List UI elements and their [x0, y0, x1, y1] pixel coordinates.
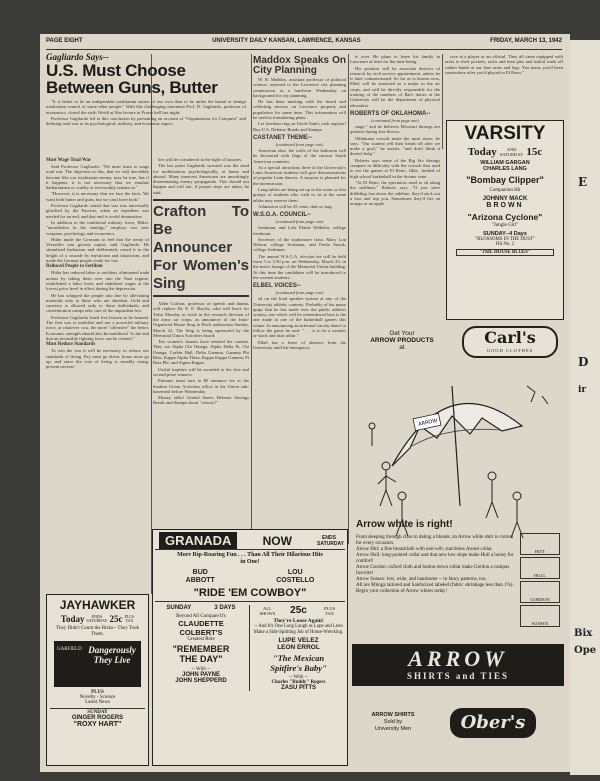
star: LUPE VELEZ	[278, 637, 319, 644]
subhead: Reduced People to Serfdom	[46, 264, 103, 270]
poster-star: GARFIELD	[57, 647, 82, 652]
headline: U.S. Must Choose Between Guns, Butter	[46, 61, 218, 97]
paragraph: "It is better to be an independent totalitarian nation of our own than to be under the brutal or benign totalitarian control of some other people." With this challenging statement Prof. D. Gagliardo, professor of economics, closed the sixth World at War lecture in Fraser hall last night.	[46, 99, 246, 115]
now-label: NOW	[262, 533, 292, 548]
obers-ad	[358, 702, 558, 752]
edge-text: Bix	[574, 628, 593, 639]
sunday-label: SUNDAY	[166, 605, 192, 611]
arrow-logo: ARROW	[408, 646, 508, 671]
star: JOHN PAYNE	[181, 672, 220, 678]
serial-title: "Jungle Girl"	[491, 223, 519, 228]
ad-text: All are Mitoga tailored and Sanforized labeled (fabric shrinkage less than 1%). Begin your collection of Arrow whites today!	[356, 583, 514, 594]
poster-title: Dangerously They Live	[88, 645, 136, 665]
jayhawker-title: JAYHAWKER	[59, 598, 136, 612]
film-title: "RIDE 'EM COWBOY"	[155, 587, 345, 602]
paragraph: Oklahoma crowds make the most noise, he says. "Our student yell their heads off after we make a goal," he asserts, "and don't think it doesn't help."	[350, 135, 440, 157]
paragraph: Admission will be 25 cents, date or stag.	[258, 203, 333, 209]
granada-title: GRANADA	[159, 532, 237, 549]
star: CHARLES LANG	[483, 166, 527, 172]
days-label: 3 DAYS	[214, 605, 236, 611]
ad-text: Sold by	[383, 719, 403, 725]
price: 25c	[290, 605, 307, 616]
shorts-label: Novelty - Science	[79, 695, 116, 700]
ad-text: ARROW PRODUCTS	[370, 337, 434, 344]
paragraph: Roberts says some of the Big Six throngs compare in difficulty with the crowds that used to see the games at El Reno, Okla., hotbed of high school basketball in the Sooner state.	[350, 157, 440, 179]
edge-text: ir	[578, 385, 587, 395]
film-title: Spitfire's Baby"	[270, 663, 327, 673]
arrow-white-ad	[352, 519, 564, 699]
edge-text: D	[578, 355, 589, 369]
paragraph: Hitler has reduced labor to serfdom, eliminated trade unions by taking them over into the Nazi regime, established a labor front, and stabilized wages at the lowest price level in effect during the depression.	[46, 270, 149, 292]
tax-label: TAX	[125, 618, 134, 623]
companion-label: Companion Hit	[489, 188, 521, 193]
paragraph: Let freedom ring on Uncle Sam's cash register! Buy U.S. Defense Bonds and Stamps.	[253, 121, 346, 132]
star: COSTELLO	[276, 577, 315, 584]
umbrella-illustration	[352, 356, 564, 544]
sunday-label: SUNDAY--4 Days	[483, 231, 527, 237]
film-title: "The Mexican	[272, 653, 325, 663]
lead-intro	[46, 99, 246, 126]
star: ABBOTT	[185, 577, 215, 584]
roberts-headline: ROBERTS OF OKLAHOMA--	[350, 110, 431, 117]
page-number: PAGE EIGHT	[46, 38, 83, 44]
star: JOHN SHEPPERD	[175, 678, 227, 684]
film-title: "JAIL HOUSE BLUES"	[456, 249, 554, 256]
column-rule	[442, 54, 443, 149]
hit-label: Hit No. 2	[496, 242, 514, 247]
all-shows-label: ALL SHOWS	[259, 605, 276, 616]
paragraph: Professor Gagliardo stated that war was universally glorified by the Fascists, when an expedient was needed for an end, and that end is world domination.	[46, 203, 149, 219]
page-header	[46, 38, 562, 50]
paragraph: Professor Gagliardo listed five lessons to be learned. The first was to mobilize and use a powerful military force, at whatever cost, the more "offensive" the better. Economic strength should also be mobilized "to the end that an invincible fighting force can be created."	[46, 314, 149, 341]
and-label: AND	[506, 147, 517, 152]
price: 15c	[526, 146, 543, 158]
arrow-banner	[352, 644, 564, 686]
paragraph: To win the war it will be necessary to reduce our standards of living. Pay must go down, hours must go up, and since the cost of living is steadily rising, present necessi-	[46, 348, 149, 370]
elbel-headline: ELBEL VOICES--	[253, 283, 301, 290]
ad-text: Arrow Gordon: oxford cloth and button-down collar make Gordon a campus favorite!	[356, 565, 510, 576]
ad-text: -- And It's One Long Laugh as Lupe and Leon Make a Side-Splitting Job of Home-Wrecking.	[253, 624, 344, 635]
ends-label: ENDS	[91, 613, 103, 619]
masthead: UNIVERSITY DAILY KANSAN, LAWRENCE, KANSAS	[212, 38, 361, 44]
continued-note: (continued from page one)	[275, 290, 324, 296]
continued-note: (continued from page one)	[275, 219, 324, 225]
star: ZASU PITTS	[280, 685, 316, 691]
paragraph: Entrants must turn in $5 entrance fee at the Student Union Activities office in the Union sub-basement before Wednesday.	[153, 378, 249, 394]
star: LOU	[287, 569, 303, 576]
film-title: "REMEMBER	[172, 644, 230, 654]
tagline: More Rip-Roaring Fun . . . Than All Their Hilarious Hits in One!	[177, 552, 323, 565]
paragraph: Elbel has a leave of absence from the University until the emergency	[253, 339, 346, 350]
crafton-headline: Crafton To Be Announcer For Women's Sing	[153, 199, 249, 297]
collar-label: SUSSEX	[520, 605, 560, 627]
ad-text: Arrow Hitt: a fine broadcloth with non-wilt, starchless Aroset collar.	[356, 547, 493, 552]
ad-text: ARROW SHIRTS	[371, 712, 415, 718]
lead-story-body	[46, 157, 149, 589]
paragraph: Useful trophies will be awarded to the first and second prize winners.	[153, 366, 249, 377]
paragraph: Money talks! United States Defense Savings Bonds and Stamps shout "victory!"	[153, 395, 249, 406]
ad-text: They're Loose Again!	[273, 618, 324, 624]
varsity-ad	[446, 120, 564, 320]
star: BUD	[192, 569, 208, 576]
ad-text: Beyond All Compare It's	[176, 614, 226, 619]
ad-text: at	[399, 344, 405, 351]
paragraph: freshman, and Lola Elaine Wilhelm, college freshman.	[253, 225, 346, 236]
column-four	[350, 54, 440, 324]
obers-logo: Ober's	[450, 708, 536, 738]
collar-label: GORDON	[520, 581, 560, 603]
ad-text: University Men	[374, 726, 412, 732]
star: COLBERT'S	[179, 628, 223, 637]
paragraph: In addition to the traditional military force, Hitler, "unorthodox in his strategy," employs two new weapons, psychology and economics.	[46, 219, 149, 236]
subhead: Must Wage Total War	[46, 158, 92, 163]
film-title: "ROXY HART"	[73, 721, 122, 728]
subhead: Must Reduce Standards	[46, 342, 96, 348]
maddox-headline: Maddox Speaks On City Planning	[253, 55, 346, 76]
column-three	[253, 54, 346, 534]
collar-label: HITT	[520, 533, 560, 555]
saturday-label: SATURDAY	[86, 618, 108, 623]
star: GINGER ROGERS	[71, 715, 124, 721]
paragraph: Hitler made the Germans to feel that the treaty of Versailles was grossly unjust, said Gagliardo. He stimulated barbarism and deliberately raised it to the height of a crusade by mysticism and fanaticism, and made the German people ready for war.	[46, 236, 149, 264]
paragraph: Professor Gagliardo led to this conclusion by presenting an account of "Organization for Conquest" and defining total war in its psychological, military, and economic aspect.	[46, 115, 246, 127]
castanet-headline: CASTANET THEME--	[253, 134, 312, 141]
star: JOHNNY MACK	[482, 196, 528, 202]
wsga-headline: W.S.G.A. COUNCIL--	[253, 212, 311, 219]
paragraph: Long tables are being set up in the room so that groups of students who wish to sit at the same tables may reserve them.	[253, 187, 346, 203]
paragraph: is over. He plans to leave his family in Lawrence at least for the time being.	[350, 54, 440, 65]
news-label: Latest News	[85, 700, 110, 705]
arrow-illustration	[352, 356, 564, 544]
newspaper-page	[40, 34, 570, 772]
paragraph: His position will be associate director of research by civil service appointment, unless he is later commissioned. So far as is known now, Elbel will be stationed as a major in the air corps, and will be directly responsible for the training of the numbers of Bat's duties at the University will be the department of physical education.	[350, 65, 440, 108]
plus-label: PLUS	[91, 690, 104, 695]
film-title: "BLOSSOMS IN THE DUST"	[475, 237, 535, 242]
paragraph: ed on the loud speaker system at any of the University athletic contests. Probably of his many quips that he has made over the public address system, one which will be remembered best is the one made at one of the basketball games this winter. In announcing an informal varsity dance to follow the game he said: ". . . is to be a sweater or-slack and skirt affair."	[253, 296, 346, 339]
ad-text: From sleeping through class to dating a blonde, an Arrow white shirt is correct for every occasion.	[356, 535, 514, 546]
paragraph: Secretary of the sophomore class: Mary Lou Nelson, college freshman, and Freda Snook, college freshman.	[253, 236, 346, 253]
paragraph: The annual W.S.G.A. election tea will be held from 3 to 5:30 p.m. on Wednesday, March 25, in the men's lounge of the Memorial Union building. At this time the candidates will be introduced to the women students.	[253, 253, 346, 280]
adjacent-page-edge	[570, 40, 600, 775]
jayhawker-ad	[46, 594, 149, 766]
ad-text: Get Your	[389, 330, 415, 337]
paragraph: He has whipped the people into line by alleviating materials only to those who are obedient. Gold and currency is allowed only to those individuals, and concentration camps take care of the imprudent few.	[46, 292, 149, 314]
issue-date: FRIDAY, MARCH 13, 1942	[490, 38, 562, 44]
continued-note: (continued from page one)	[371, 117, 419, 123]
ad-text: Arrow Hull: long-pointed collar and that new low slope make Hull a honey for comfort!	[356, 553, 514, 564]
column-five	[445, 54, 563, 106]
column-rule	[348, 54, 349, 544]
saturday-label: SATURDAY	[499, 152, 524, 157]
paragraph: As a special attraction, three of the University's Latin American students will give demonstrations of popular Latin dances. A surprise is planned for the intermission.	[253, 164, 346, 186]
paragraph: stage," and he believes Missouri throngs are quietest during free throws.	[350, 123, 440, 135]
paragraph: Said Professor Gagliardo: "We must learn to wage total war. The objection to this, that we will inevitably become like our totalitarian enemy, may be true, but if it happens, it is not necessary that we emulate barbarianism or cruelty or irrevocably remain so."	[46, 164, 149, 191]
varsity-title: VARSITY	[464, 123, 546, 144]
svg-text:ARROW: ARROW	[417, 417, 438, 428]
star: BROWN	[486, 202, 524, 209]
ad-text: Greatest Role	[187, 637, 215, 642]
sunday-label: SUNDAY	[50, 708, 145, 715]
edge-text: Ope	[574, 645, 597, 656]
edge-text: E	[578, 175, 588, 189]
granada-ad	[152, 529, 348, 766]
lead-story-head	[46, 52, 246, 157]
paragraph: American idea, the walls of the ballroom will be decorated with flags of the various South American countries.	[253, 147, 346, 164]
kicker: Gagliardo Says--	[46, 52, 109, 62]
paragraph: W. B. Maddox, assistant professor of political science, reported to the Lawrence city planning commission at a luncheon Wednesday on background for city planning.	[253, 77, 346, 98]
paragraph: core at a player or an official. They all came equipped with tacks in their pockets, tacks and bent pins and tinfoil wads off rubber bands at our bare arms and legs. You know you'd been somewhere after you'd played in El Reno."	[445, 54, 563, 75]
with-label: -- With --	[191, 667, 211, 672]
tagline: They Didn't Count the Risks-- They Took Them.	[55, 626, 140, 637]
star: Charles "Buddy" Rogers	[271, 680, 326, 685]
arrow-headline: Arrow white is right!	[356, 519, 453, 530]
paragraph: ties will be considered in the light of luxuries.	[158, 157, 243, 162]
paragraph: "However, it is necessary that we face the facts. We want both butter and guns, but we can't have both."	[46, 191, 149, 202]
film-poster	[54, 641, 141, 687]
star: CLAUDETTE	[178, 619, 224, 628]
tax-label: PLUS TAX	[324, 605, 336, 616]
ends-label: ENDS SATURDAY	[317, 534, 344, 547]
column-two	[153, 157, 249, 529]
paragraph: "At El Reno, the spectators used to sit along the sidelines," Roberts says. "If you were dribbling fast down the sideline, they'd stick out a foot and trip you. Sometimes they'd fire an orange or an apple	[350, 179, 440, 207]
continued-note: (continued from page one)	[275, 141, 324, 147]
arrow-subtitle: SHIRTS and TIES	[406, 671, 510, 681]
film-title: "Bombay Clipper"	[466, 175, 544, 185]
carls-tagline: GOOD CLOTHES	[486, 348, 534, 353]
today-label: Today	[60, 614, 85, 624]
price: 25c	[109, 614, 123, 624]
paragraph: Ten women's houses have entered the contest. They are Alpha Chi Omega, Alpha Delta Pi, Chi Omega, Corbin Hall, Delta Gamma, Gamma Phi Beta, Kappa Alpha Theta, Kappa Kappa Gamma, Pi Beta Phi, and Sigma Kappa.	[153, 339, 249, 366]
paragraph: The last point Gagliardo stressed was the need for mobilization psychologically, at home and abroad. Many innocent Americans are unwittingly disseminating enemy propaganda. This should not happen and will not, if proper steps are taken, he said.	[153, 163, 249, 195]
film-title: "Arizona Cyclone"	[467, 212, 543, 222]
column-rule	[251, 54, 252, 534]
star: WILLIAM GARGAN	[480, 160, 530, 166]
ad-text: Arrow Sussex: low, wide, and handsome -- in fancy patterns, too.	[356, 577, 487, 582]
collar-label: HULL	[520, 557, 560, 579]
film-title: THE DAY"	[179, 654, 223, 664]
collar-column	[520, 533, 560, 627]
star: LEON ERROL	[277, 644, 320, 651]
today-label: Today	[467, 146, 497, 158]
plus-label: PLUS	[124, 613, 135, 619]
carls-logo: Carl's	[484, 328, 536, 347]
paragraph: Allen Crafton, professor of speech and drama, will replace Dr. E. E. Bayles, who will leave for Tulsa Monday to work in the research division of the army air corps, as announcer of the Intra-Organized House Sing in Hoch auditorium Sunday, March 22. The Sing is being sponsored by the Memorial Union Activities board.	[153, 301, 249, 338]
paragraph: He has been meeting with the board and collecting surveys on Lawrence property and population for some time. This information will be used in formulating plans.	[253, 99, 346, 121]
with-label: -- With --	[289, 675, 308, 680]
